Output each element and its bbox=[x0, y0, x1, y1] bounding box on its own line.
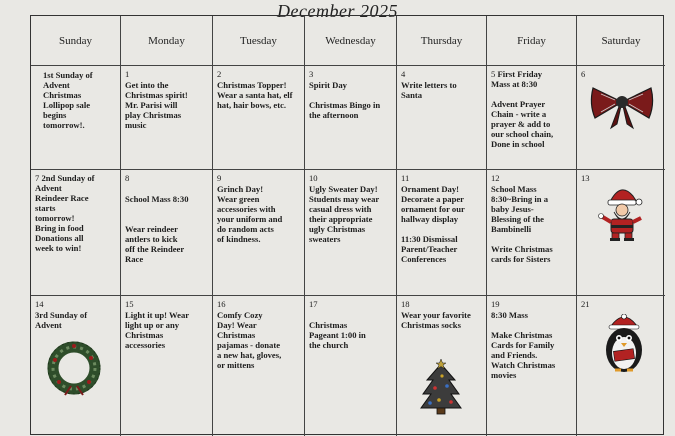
day-number: 18 bbox=[401, 299, 410, 309]
day-cell bbox=[397, 170, 487, 296]
day-cell bbox=[305, 296, 397, 436]
day-cell bbox=[121, 66, 213, 170]
penguin-icon bbox=[601, 314, 647, 374]
day-number: 5 bbox=[491, 69, 496, 79]
day-cell bbox=[213, 170, 305, 296]
day-cell bbox=[31, 296, 121, 436]
day-event-text: Christmas Pageant 1:00 in the church bbox=[309, 320, 366, 350]
day-cell bbox=[31, 170, 121, 296]
day-number: 9 bbox=[217, 173, 222, 183]
day-number: 2 bbox=[217, 69, 222, 79]
christmas-tree-icon bbox=[419, 358, 463, 416]
day-number: 3 bbox=[309, 69, 314, 79]
day-number: 4 bbox=[401, 69, 406, 79]
day-number: 6 bbox=[581, 69, 586, 79]
weekday-friday: Friday bbox=[487, 16, 577, 66]
day-event-text: 2nd Sunday of Advent Reindeer Race starts tomorrow! Bring in food Donations all week to win! bbox=[35, 173, 95, 253]
day-number: 7 bbox=[35, 173, 40, 183]
day-event-text: 3rd Sunday of Advent bbox=[35, 310, 88, 330]
day-number: 15 bbox=[125, 299, 134, 309]
day-number: 8 bbox=[125, 173, 130, 183]
day-cell bbox=[487, 66, 577, 170]
day-cell bbox=[577, 66, 665, 170]
day-event-text: First Friday Mass at 8:30 Advent Prayer Chain - write a prayer & add to our school chain, Done in school bbox=[491, 69, 554, 149]
calendar-title: December 2025 bbox=[277, 1, 398, 21]
day-number: 16 bbox=[217, 299, 226, 309]
day-cell bbox=[121, 170, 213, 296]
day-event-text: 1st Sunday of Advent Christmas Lollipop sale begins tomorrow!. bbox=[43, 70, 93, 130]
day-number: 12 bbox=[491, 173, 500, 183]
weekday-sunday: Sunday bbox=[31, 16, 121, 66]
wreath-icon bbox=[43, 340, 105, 396]
day-cell bbox=[305, 170, 397, 296]
day-event-text: School Mass 8:30~Bring in a baby Jesus- Blessing of the Bambinelli Write Christmas cards for Sisters bbox=[491, 184, 553, 264]
day-cell bbox=[487, 296, 577, 436]
weekday-wednesday: Wednesday bbox=[305, 16, 397, 66]
weekday-thursday: Thursday bbox=[397, 16, 487, 66]
day-cell bbox=[397, 66, 487, 170]
santa-icon bbox=[597, 186, 645, 242]
day-number: 1 bbox=[125, 69, 130, 79]
day-event-text: Comfy Cozy Day! Wear Christmas pajamas - donate a new hat, gloves, or mittens bbox=[217, 310, 282, 370]
day-event-text: Get into the Christmas spirit! Mr. Parisi will play Christmas music bbox=[125, 80, 188, 130]
day-event-text: Christmas Topper! Wear a santa hat, elf hat, hair bows, etc. bbox=[217, 80, 293, 110]
day-event-text: Write letters to Santa bbox=[401, 80, 457, 100]
day-number: 17 bbox=[309, 299, 318, 309]
day-number: 11 bbox=[401, 173, 410, 183]
day-cell bbox=[213, 66, 305, 170]
day-event-text: Light it up! Wear light up or any Christmas accessories bbox=[125, 310, 190, 350]
day-number: 21 bbox=[581, 299, 590, 309]
day-event-text: Wear your favorite Christmas socks bbox=[401, 310, 471, 330]
weekday-monday: Monday bbox=[121, 16, 213, 66]
day-number: 13 bbox=[581, 173, 590, 183]
day-cell bbox=[487, 170, 577, 296]
day-cell bbox=[397, 296, 487, 436]
day-event-text: Ornament Day! Decorate a paper ornament for our hallway display 11:30 Dismissal Parent/Teacher Conferences bbox=[401, 184, 465, 264]
bow-icon bbox=[587, 80, 657, 130]
day-cell bbox=[305, 66, 397, 170]
calendar-grid bbox=[30, 15, 664, 435]
day-event-text: School Mass 8:30 Wear reindeer antlers to kick off the Reindeer Race bbox=[125, 194, 189, 264]
day-number: 14 bbox=[35, 299, 44, 309]
day-event-text: Grinch Day! Wear green accessories with your uniform and do random acts of kindness. bbox=[217, 184, 283, 244]
day-cell bbox=[121, 296, 213, 436]
day-cell bbox=[31, 66, 121, 170]
day-cell bbox=[213, 296, 305, 436]
weekday-tuesday: Tuesday bbox=[213, 16, 305, 66]
day-number: 10 bbox=[309, 173, 318, 183]
day-number: 19 bbox=[491, 299, 500, 309]
day-event-text: Spirit Day Christmas Bingo in the afternoon bbox=[309, 80, 381, 120]
day-cell bbox=[577, 170, 665, 296]
weekday-saturday: Saturday bbox=[577, 16, 665, 66]
day-event-text: Ugly Sweater Day! Students may wear casual dress with their appropriate ugly Christmas sweaters bbox=[309, 184, 380, 244]
day-event-text: 8:30 Mass Make Christmas Cards for Family and Friends. Watch Christmas movies bbox=[491, 310, 556, 380]
day-cell bbox=[577, 296, 665, 436]
